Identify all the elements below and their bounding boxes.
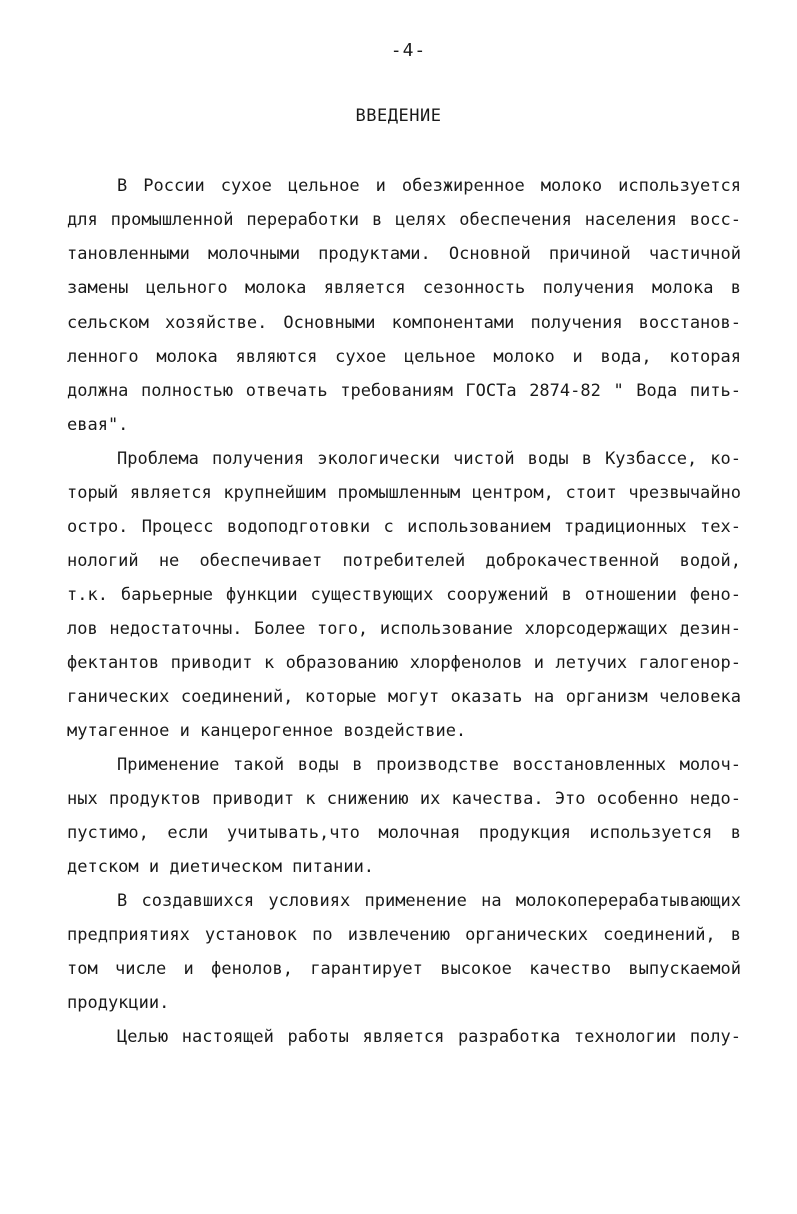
text-line: нологий не обеспечивает потребителей доброкачественной водой, — [67, 551, 741, 571]
text-line: Проблема получения экологически чистой воды в Кузбассе, ко- — [117, 449, 741, 469]
text-line: Целью настоящей работы является разработка технологии полу- — [117, 1027, 741, 1047]
text-line: пустимо, если учитывать,что молочная продукция используется в — [67, 823, 741, 843]
text-line: тановленными молочными продуктами. Основной причиной частичной — [67, 244, 741, 264]
text-line: ленного молока являются сухое цельное молоко и вода, которая — [67, 347, 741, 367]
text-line: В России сухое цельное и обезжиренное молоко используется — [117, 176, 741, 196]
text-line: т.к. барьерные функции существующих сооружений в отношении фено- — [67, 585, 741, 605]
text-line: евая". — [67, 415, 129, 435]
text-line: лов недостаточны. Более того, использование хлорсодержащих дезин- — [67, 619, 741, 639]
text-line: продукции. — [67, 993, 170, 1013]
text-line: том числе и фенолов, гарантирует высокое качество выпускаемой — [67, 959, 741, 979]
text-line: остро. Процесс водоподготовки с использованием традиционных тех- — [67, 517, 741, 537]
text-line: фектантов приводит к образованию хлорфенолов и летучих галогенор- — [67, 653, 741, 673]
text-line: ных продуктов приводит к снижению их качества. Это особенно недо- — [67, 789, 741, 809]
text-line: должна полностью отвечать требованиям ГОСТа 2874-82 " Вода пить- — [67, 381, 741, 401]
text-line: мутагенное и канцерогенное воздействие. — [67, 721, 467, 741]
text-line: предприятиях установок по извлечению органических соединений, в — [67, 925, 741, 945]
page-number: -4- — [390, 40, 427, 61]
text-line: сельском хозяйстве. Основными компонентами получения восстанов- — [67, 313, 741, 333]
text-line: замены цельного молока является сезонность получения молока в — [67, 278, 741, 298]
section-heading: ВВЕДЕНИЕ — [355, 106, 442, 126]
text-line: для промышленной переработки в целях обеспечения населения восс- — [67, 210, 741, 230]
text-line: В создавшихся условиях применение на молокоперерабатывающих — [117, 891, 741, 911]
text-line: Применение такой воды в производстве восстановленных молоч- — [117, 755, 741, 775]
text-line: торый является крупнейшим промышленным центром, стоит чрезвычайно — [67, 483, 741, 503]
text-line: детском и диетическом питании. — [67, 857, 375, 877]
text-line: ганических соединений, которые могут оказать на организм человека — [67, 687, 741, 707]
